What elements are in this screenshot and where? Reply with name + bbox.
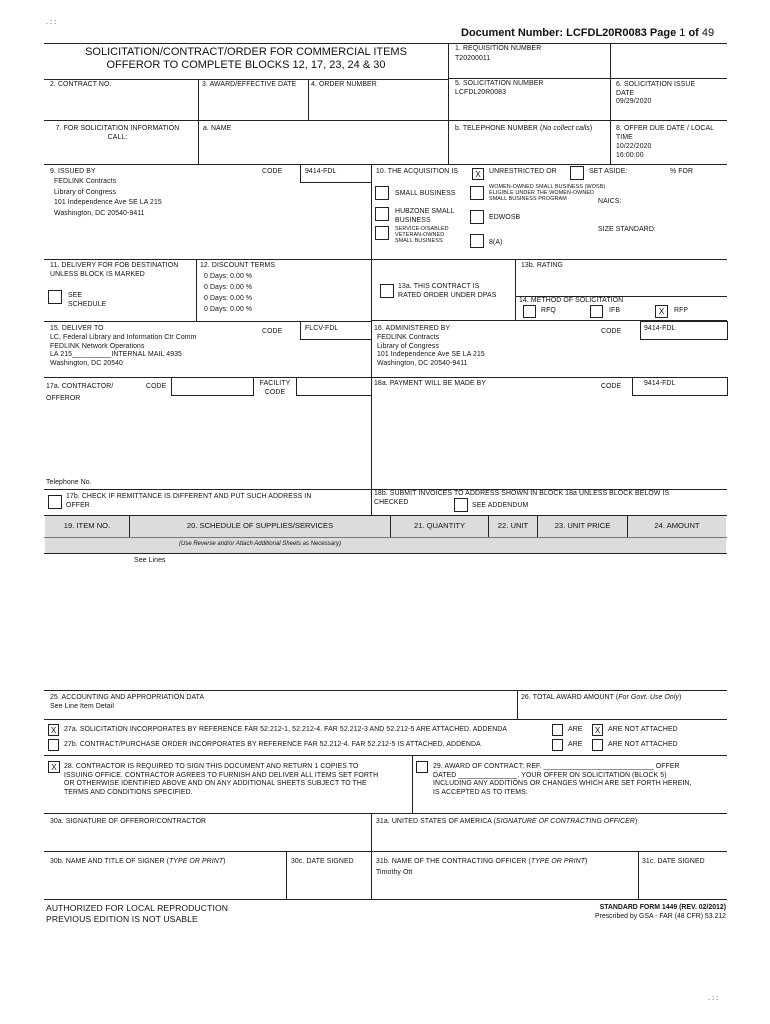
schedule-note-text: (Use Reverse and/or Attach Additional Sheets as Necessary): [179, 541, 341, 547]
block7b-label-post: ): [589, 125, 593, 132]
page-word: Page: [649, 27, 677, 39]
block25-label: 25. ACCOUNTING AND APPROPRIATION DATA: [50, 694, 205, 701]
block7-label: 7. FOR SOLICITATION INFORMATION CALL:: [55, 125, 180, 141]
block31a-label-italic: SIGNATURE OF CONTRACTING OFFICER: [496, 818, 635, 825]
contracting-officer-name: Timothy Ott: [376, 869, 413, 876]
block27b-are-not: ARE NOT ATTACHED: [608, 741, 678, 748]
block10-label: 10. THE ACQUISITION IS: [376, 168, 459, 175]
dpas-checkbox[interactable]: [380, 284, 394, 298]
block13b-label: 13b. RATING: [521, 262, 563, 269]
block31c-label: 31c. DATE SIGNED: [642, 858, 705, 865]
block9-code-label: CODE: [262, 168, 283, 175]
see-schedule-checkbox[interactable]: [48, 290, 62, 304]
hubzone-label: HUBZONE SMALL BUSINESS: [395, 208, 455, 224]
sdvosb-label: SERVICE-DISABLED VETERAN-OWNED SMALL BUSINESS: [395, 226, 449, 244]
wosb-label: WOMEN-OWNED SMALL BUSINESS (WOSB) ELIGIBLE UNDER THE WOMEN-OWNED SMALL BUSINESS PROGRAM: [489, 184, 606, 202]
col-quantity: 21. QUANTITY: [413, 521, 466, 530]
block16-code-label: CODE: [601, 328, 622, 335]
block31b-label-post: ): [585, 858, 588, 865]
block1-label: 1. REQUISITION NUMBER: [455, 45, 542, 52]
block26-label: [521, 694, 681, 703]
block3-label: 3. AWARD/EFFECTIVE DATE: [202, 81, 297, 88]
block8-label: 8. OFFER DUE DATE / LOCAL TIME: [616, 125, 715, 141]
block18b-label: 18b. SUBMIT INVOICES TO ADDRESS SHOWN IN BLOCK 18a UNLESS BLOCK BELOW IS CHECKED: [374, 490, 670, 506]
ifb-label: IFB: [609, 307, 621, 314]
block2-label: 2. CONTRACT NO.: [50, 81, 112, 88]
document-number-header: [461, 27, 714, 40]
document-number: Document Number: LCFDL20R0083: [461, 27, 647, 39]
remittance-checkbox[interactable]: [48, 495, 62, 509]
corner-mark-top: . : :: [46, 19, 57, 26]
solicitation-number: LCFDL20R0083: [455, 89, 506, 96]
standard-form-number: STANDARD FORM 1449 (REV. 02/2012): [599, 904, 726, 911]
block26-label-pre: 26. TOTAL AWARD AMOUNT (: [521, 694, 619, 701]
block15-address: LC, Federal Library and Information Ctr Comm FEDLINK Network Operations LA 215__________INTERNAL MAIL 4935 Washington, DC 20540: [50, 334, 197, 367]
block7a-label: a. NAME: [203, 125, 232, 132]
unrestricted-label: UNRESTRICTED OR: [489, 168, 557, 175]
block27b-are: ARE: [568, 741, 583, 748]
edwosb-checkbox[interactable]: [470, 210, 484, 224]
block28-text: 28. CONTRACTOR IS REQUIRED TO SIGN THIS DOCUMENT AND RETURN 1 COPIES TO ISSUING OFFICE. CONTRACTOR AGREES TO FURNISH AND DELIVER ALL ITEMS SET FORTH OR OTHERWISE IDENTIFIED ABOVE AND ON ANY ADDITIONAL SHEETS SUBJECT TO THE TERMS AND CONDITIONS SPECIFIED.: [64, 763, 379, 796]
block30c-label: 30c. DATE SIGNED: [291, 858, 354, 865]
block15-code-label: CODE: [262, 328, 283, 335]
col-amount: 24. AMOUNT: [654, 521, 700, 530]
block26-label-italic: For Govt. Use Only: [618, 694, 680, 701]
block9-label: 9. ISSUED BY: [50, 168, 96, 175]
solicitation-issue-date: 09/29/2020: [616, 98, 652, 105]
naics-label: NAICS:: [598, 198, 622, 205]
ifb-checkbox[interactable]: [590, 305, 603, 318]
block17a-code-label: CODE: [146, 383, 167, 390]
block16-code: 9414-FDL: [644, 325, 676, 332]
see-schedule-label: SEE SCHEDULE: [68, 292, 107, 308]
block30b-label-italic: TYPE OR PRINT: [169, 858, 224, 865]
rfq-checkbox[interactable]: [523, 305, 536, 318]
block17b-label: 17b. CHECK IF REMITTANCE IS DIFFERENT AND PUT SUCH ADDRESS IN OFFER: [66, 493, 312, 509]
hubzone-checkbox[interactable]: [375, 207, 389, 221]
block27a-text: 27a. SOLICITATION INCORPORATES BY REFERENCE FAR 52.212-1, 52.212-4. FAR 52.212-3 AND 52.212-5 ARE ATTACHED. ADDENDA: [64, 726, 508, 733]
block29-checkbox[interactable]: [416, 761, 428, 773]
schedule-note: [130, 540, 390, 550]
set-aside-label: SET ASIDE:: [589, 168, 628, 175]
offer-due-date: 10/22/2020 16:00:00: [616, 143, 652, 159]
requisition-number: T20200011: [455, 55, 491, 62]
footer-reproduction-note: AUTHORIZED FOR LOCAL REPRODUCTION PREVIOUS EDITION IS NOT USABLE: [46, 903, 229, 924]
set-aside-checkbox[interactable]: [570, 166, 584, 180]
block27a-are-not-checkbox[interactable]: X: [592, 724, 603, 736]
block31a-label: [376, 818, 637, 827]
rfp-label: RFP: [674, 307, 689, 314]
block9-code: 9414-FDL: [305, 168, 337, 175]
set-aside-percent: % FOR: [670, 168, 694, 175]
sdvosb-checkbox[interactable]: [375, 226, 389, 240]
small-business-checkbox[interactable]: [375, 186, 389, 200]
block7b-label-pre: b. TELEPHONE NUMBER (: [455, 125, 543, 132]
8a-checkbox[interactable]: [470, 234, 484, 248]
block31a-label-post: ): [634, 818, 638, 825]
discount-term-2: 0 Days: 0.00 %: [204, 284, 253, 291]
block27a-are-not: ARE NOT ATTACHED: [608, 726, 678, 733]
block31b-label-italic: TYPE OR PRINT: [530, 858, 586, 865]
col-supplies-services: 20. SCHEDULE OF SUPPLIES/SERVICES: [186, 521, 334, 530]
block17a-label: 17a. CONTRACTOR/ OFFEROR: [46, 383, 114, 402]
page-number: 1: [679, 27, 686, 39]
page-total: 49: [701, 27, 715, 39]
form-title-line1: SOLICITATION/CONTRACT/ORDER FOR COMMERCIAL ITEMS: [85, 46, 407, 58]
size-standard-label: SIZE STANDARD:: [598, 226, 656, 233]
wosb-checkbox[interactable]: [470, 186, 484, 200]
block7b-label: [455, 125, 592, 134]
footer-form-id: [595, 903, 726, 921]
block27a-are-checkbox[interactable]: [552, 724, 563, 736]
discount-term-4: 0 Days: 0.00 %: [204, 306, 253, 313]
block29-text: 29. AWARD OF CONTRACT: REF. ____________________________ OFFER DATED _______________. YOUR OFFER ON SOLICITATION (BLOCK 5) INCLUDING ANY ADDITIONS OR CHANGES WHICH ARE SET FORTH HEREIN, IS ACCEPTED AS TO ITEMS:: [433, 763, 692, 796]
block30b-label: [50, 858, 226, 867]
block28-checkbox[interactable]: X: [48, 761, 60, 773]
block31b-label-pre: 31b. NAME OF THE CONTRACTING OFFICER (: [376, 858, 531, 865]
block13a-label: 13a. THIS CONTRACT IS RATED ORDER UNDER DPAS: [398, 283, 497, 299]
block18a-label: 18a. PAYMENT WILL BE MADE BY: [374, 380, 487, 387]
block30b-label-pre: 30b. NAME AND TITLE OF SIGNER (: [50, 858, 169, 865]
form-title-line2: OFFEROR TO COMPLETE BLOCKS 12, 17, 23, 24 & 30: [106, 59, 386, 71]
block27a-checkbox[interactable]: X: [48, 724, 59, 736]
block11-label: 11. DELIVERY FOR FOB DESTINATION UNLESS BLOCK IS MARKED: [50, 262, 179, 278]
block12-label: 12. DISCOUNT TERMS: [200, 262, 276, 269]
block27a-are: ARE: [568, 726, 583, 733]
block30b-label-post: ): [223, 858, 226, 865]
8a-label: 8(A): [489, 239, 503, 246]
block27b-are-checkbox[interactable]: [552, 739, 563, 751]
prescribed-by: Prescribed by GSA - FAR (48 CFR) 53.212: [595, 913, 726, 920]
block18a-code: 9414-FDL: [644, 380, 676, 387]
accounting-data: See Line Item Detail: [50, 703, 115, 710]
block27b-text: 27b. CONTRACT/PURCHASE ORDER INCORPORATES BY REFERENCE FAR 52.212-4. FAR 52.212-5 IS ATTACHED. ADDENDA: [64, 741, 481, 748]
edwosb-label: EDWOSB: [489, 214, 521, 221]
rfq-label: RFQ: [541, 307, 556, 314]
block31b-label: [376, 858, 587, 867]
block15-label: 15. DELIVER TO: [50, 325, 104, 332]
block27b-are-not-checkbox[interactable]: [592, 739, 603, 751]
corner-mark-bottom: . : :: [708, 995, 719, 1002]
block9-address: FEDLINK Contracts Library of Congress 101 Independence Ave SE LA 215 Washington, DC 20540-9411: [54, 178, 162, 217]
block6-label: 6. SOLICITATION ISSUE DATE: [616, 81, 696, 97]
block14-divider: [515, 296, 727, 297]
col-unit: 22. UNIT: [497, 521, 529, 530]
block30a-label: 30a. SIGNATURE OF OFFEROR/CONTRACTOR: [50, 818, 207, 825]
discount-term-3: 0 Days: 0.00 %: [204, 295, 253, 302]
discount-term-1: 0 Days: 0.00 %: [204, 273, 253, 280]
block16-address: FEDLINK Contracts Library of Congress 101 Independence Ave SE LA 215 Washington, DC 20540-9411: [377, 334, 485, 367]
block18a-code-label: CODE: [601, 383, 622, 390]
see-lines: See Lines: [134, 557, 166, 564]
block14-label: 14. METHOD OF SOLICITATION: [519, 297, 624, 304]
see-addendum-checkbox[interactable]: [454, 498, 468, 512]
block7b-label-italic: No collect calls: [542, 125, 590, 132]
block16-label: 16. ADMINISTERED BY: [374, 325, 451, 332]
of-word: of: [688, 27, 699, 39]
block15-code: FLCV-FDL: [305, 325, 339, 332]
block31a-label-pre: 31a. UNITED STATES OF AMERICA (: [376, 818, 497, 825]
unrestricted-checkbox[interactable]: X: [472, 168, 484, 180]
col-item-no: 19. ITEM NO.: [63, 521, 111, 530]
block26-label-post: ): [679, 694, 682, 701]
block4-label: 4. ORDER NUMBER: [311, 81, 377, 88]
see-addendum-label: SEE ADDENDUM: [472, 502, 529, 509]
telephone-label: Telephone No.: [46, 479, 92, 486]
form-title: [44, 46, 448, 72]
rfp-checkbox[interactable]: X: [655, 305, 668, 318]
small-business-label: SMALL BUSINESS: [395, 190, 456, 197]
facility-code-label: FACILITY CODE: [259, 380, 291, 396]
block27b-checkbox[interactable]: [48, 739, 59, 751]
col-unit-price: 23. UNIT PRICE: [554, 521, 611, 530]
block5-label: 5. SOLICITATION NUMBER: [455, 80, 544, 87]
